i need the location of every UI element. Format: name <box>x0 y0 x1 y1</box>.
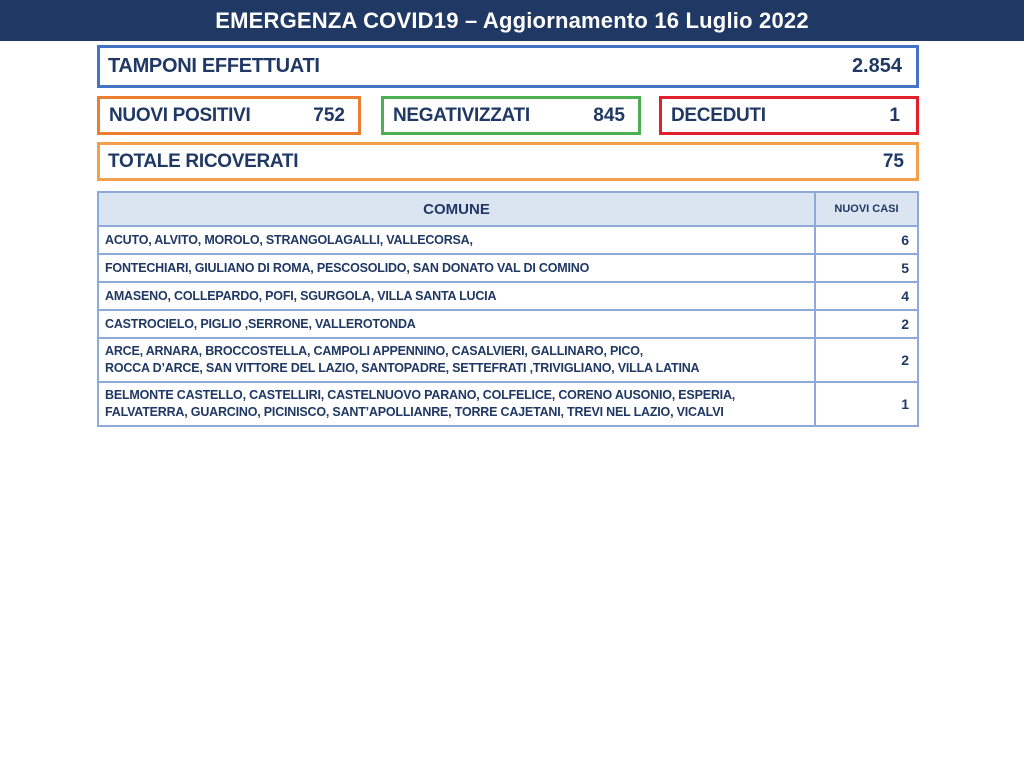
comune-cell <box>98 226 815 254</box>
comune-line: ACUTO, ALVITO, MOROLO, STRANGOLAGALLI, VALLECORSA, <box>105 232 473 247</box>
deceduti-box <box>659 96 919 135</box>
column-header-comune: COMUNE <box>98 192 815 226</box>
tamponi-label: TAMPONI EFFETTUATI <box>108 55 320 77</box>
comune-cell <box>98 310 815 338</box>
negativizzati-box <box>381 96 641 135</box>
table-row <box>98 282 918 310</box>
nuovi-positivi-label: NUOVI POSITIVI <box>109 104 251 126</box>
nuovi-positivi-box <box>97 96 361 135</box>
tamponi-value: 2.854 <box>851 55 902 77</box>
comune-cell <box>98 382 815 426</box>
table-header-row <box>98 192 918 226</box>
comune-cell <box>98 254 815 282</box>
totale-ricoverati-box <box>97 142 919 181</box>
comune-line: AMASENO, COLLEPARDO, POFI, SGURGOLA, VILLA SANTA LUCIA <box>105 288 497 303</box>
deceduti-label: DECEDUTI <box>671 104 766 126</box>
table-row <box>98 338 918 382</box>
negativizzati-label: NEGATIVIZZATI <box>393 104 530 126</box>
nuovi-positivi-value: 752 <box>313 104 345 126</box>
nuovi-casi-cell: 1 <box>815 382 918 426</box>
nuovi-casi-cell: 6 <box>815 226 918 254</box>
totale-ricoverati-value: 75 <box>882 150 904 172</box>
table-row <box>98 310 918 338</box>
comune-cell <box>98 338 815 382</box>
table-row <box>98 382 918 426</box>
comune-line: BELMONTE CASTELLO, CASTELLIRI, CASTELNUOVO PARANO, COLFELICE, CORENO AUSONIO, ESPERIA, <box>105 388 736 402</box>
comuni-table <box>97 191 919 427</box>
page-header <box>0 0 1024 41</box>
column-header-nuovi-casi: NUOVI CASI <box>815 192 918 226</box>
table-row <box>98 226 918 254</box>
deceduti-value: 1 <box>889 104 900 126</box>
comune-line: FALVATERRA, GUARCINO, PICINISCO, SANT’APOLLIANRE, TORRE CAJETANI, TREVI NEL LAZIO, VICALVI <box>105 405 724 419</box>
totale-ricoverati-label: TOTALE RICOVERATI <box>108 150 299 172</box>
nuovi-casi-cell: 2 <box>815 338 918 382</box>
tamponi-box <box>97 45 919 88</box>
page-title: EMERGENZA COVID19 – Aggiornamento 16 Luglio 2022 <box>215 7 809 33</box>
comune-cell <box>98 282 815 310</box>
comune-line: ARCE, ARNARA, BROCCOSTELLA, CAMPOLI APPENNINO, CASALVIERI, GALLINARO, PICO, <box>105 344 644 358</box>
nuovi-casi-cell: 2 <box>815 310 918 338</box>
comune-line: FONTECHIARI, GIULIANO DI ROMA, PESCOSOLIDO, SAN DONATO VAL DI COMINO <box>105 260 590 275</box>
comune-line: ROCCA D’ARCE, SAN VITTORE DEL LAZIO, SANTOPADRE, SETTEFRATI ,TRIVIGLIANO, VILLA LATINA <box>105 361 700 375</box>
negativizzati-value: 845 <box>593 104 625 126</box>
nuovi-casi-cell: 4 <box>815 282 918 310</box>
comune-line: CASTROCIELO, PIGLIO ,SERRONE, VALLEROTONDA <box>105 316 416 331</box>
table-row <box>98 254 918 282</box>
nuovi-casi-cell: 5 <box>815 254 918 282</box>
